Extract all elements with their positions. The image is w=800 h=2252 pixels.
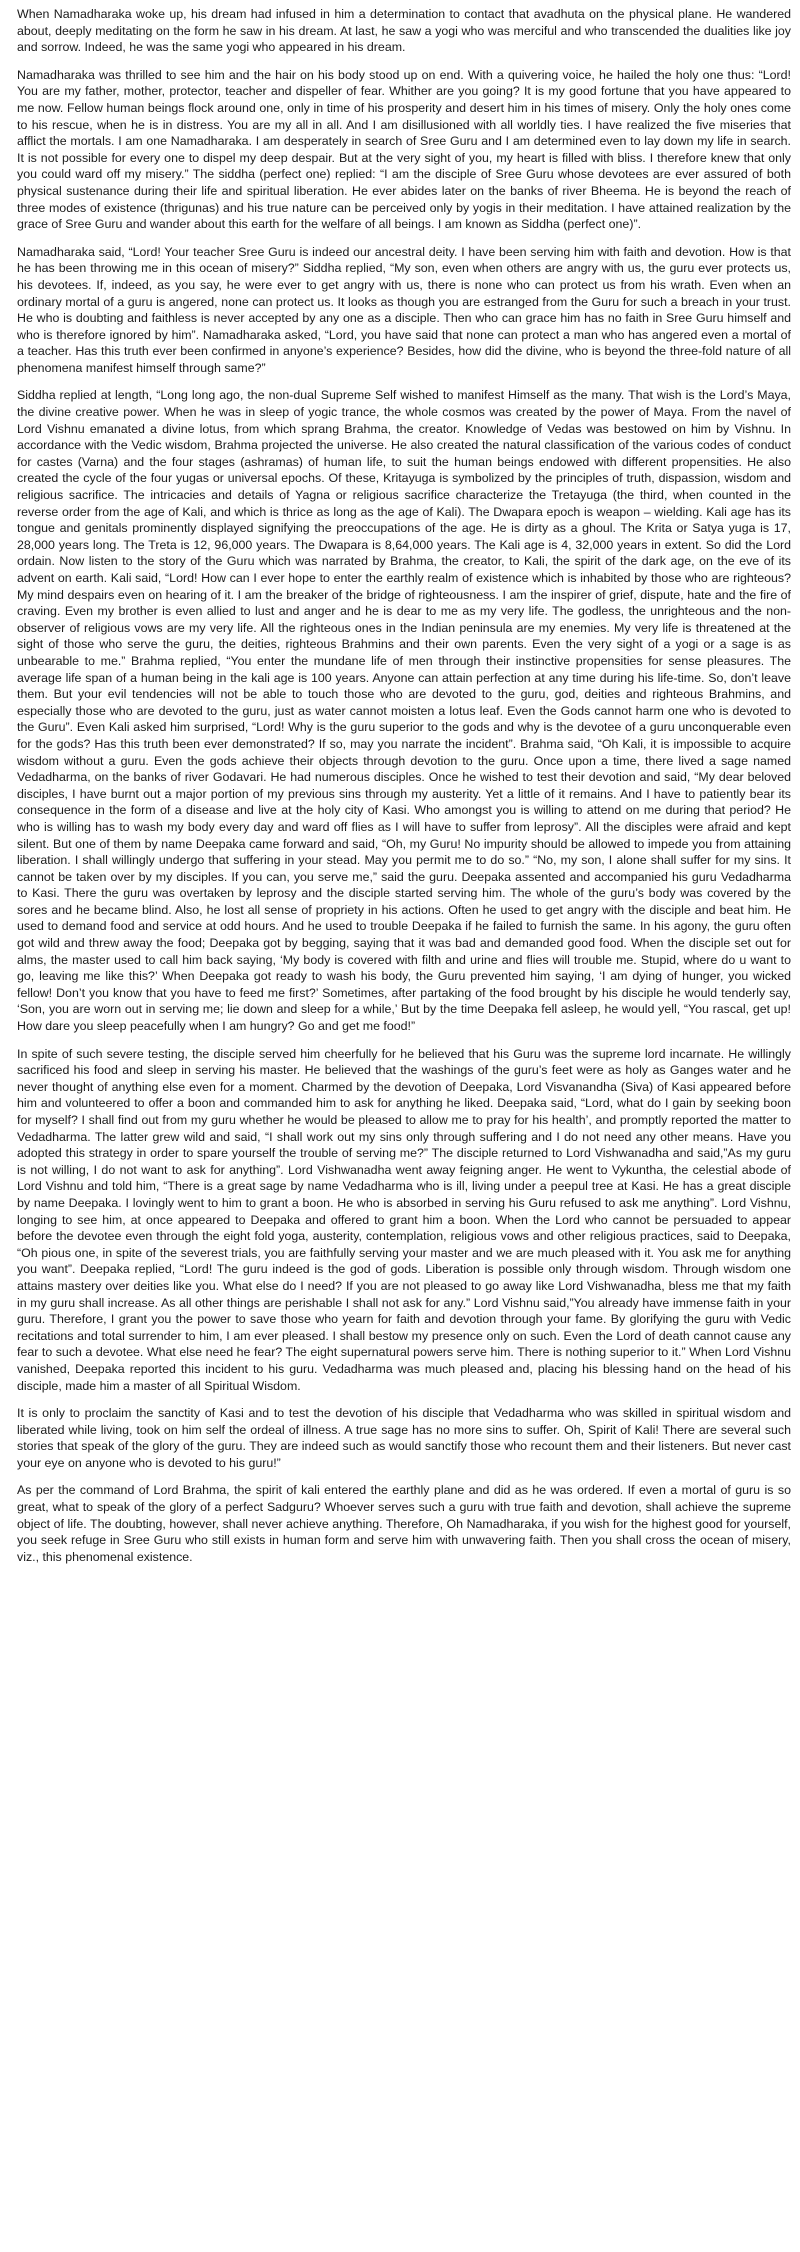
paragraph-7: As per the command of Lord Brahma, the spirit of kali entered the earthly plane and did as he was ordered. If even a mortal of guru is so great, what to speak of the glory of a perfect Sadguru? Whoever serves such a guru with true faith and devotion, shall achieve the supreme object of life. The doubting, however, shall never achieve anything. Therefore, Oh Namadharaka, if you wish for the highest good for yourself, you seek refuge in Sree Guru who still exists in human form and serve him with unwavering faith. Then you shall cross the ocean of misery, viz., this phenomenal existence. [17,1483,791,1564]
paragraph-5: In spite of such severe testing, the disciple served him cheerfully for he believed that his Guru was the supreme lord incarnate. He willingly sacrificed his food and sleep in serving his master. He believed that the washings of the guru’s feet were as holy as Ganges water and he never thought of anything else even for a moment. Charmed by the devotion of Deepaka, Lord Visvanandha (Siva) of Kasi appeared before him and volunteered to offer a boon and commanded him to ask for anything he liked. Deepaka said, “Lord, what do I gain by seeking boon for myself? I shall find out from my guru whether he would be pleased to allow me to pray for his health’, and promptly reported the matter to Vedadharma. The latter grew wild and said, “I shall work out my sins only through suffering and I do not need any other means. Have you adopted this strategy in order to spare yourself the trouble of serving me?” The disciple returned to Lord Vishwanadha and said,”As my guru is not willing, I do not want to ask for anything”. Lord Vishwanadha went away feigning anger. He went to Vykuntha, the celestial abode of Lord Vishnu and told him, “There is a great sage by name Vedadharma who is ill, living under a peepul tree at Kasi. He has a great disciple by name Deepaka. I lovingly went to him to grant a boon. He who is absorbed in serving his Guru refused to ask me anything”. Lord Vishnu, longing to see him, at once appeared to Deepaka and offered to grant him a boon. When the Lord who cannot be persuaded to appear before the devotee even through the eight fold yoga, austerity, contemplation, religious vows and other religious practices, said to Deepaka, “Oh pious one, in spite of the severest trials, you are faithfully serving your master and we are much pleased with it. You ask me for anything you want”. Deepaka replied, “Lord! The guru indeed is the god of gods. Liberation is possible only through wisdom. Through wisdom one attains mastery over deities like you. What else do I need? If you are not pleased to go away like Lord Vishwanadha, bless me that my faith in my guru shall increase. As all other things are perishable I shall not ask for any.” Lord Vishnu said,”You already have immense faith in your guru. Therefore, I grant you the power to save those who yearn for faith and devotion through your fame. By glorifying the guru with Vedic recitations and total surrender to him, I am ever pleased. I shall bestow my presence only on such. Even the Lord of death cannot cause any fear to such a devotee. What else need he fear? The eight supernatural powers serve him. There is nothing superior to it.” When Lord Vishnu vanished, Deepaka reported this incident to his guru. Vedadharma was much pleased and, placing his blessing hand on the head of his disciple, made him a master of all Spiritual Wisdom. [17,1046,791,1393]
paragraph-4: Siddha replied at length, “Long long ago, the non-dual Supreme Self wished to manifest Himself as the many. That wish is the Lord’s Maya, the divine creative power. When he was in sleep of yogic trance, the whole cosmos was created by the power of Maya. From the navel of Lord Vishnu emanated a divine lotus, from which sprang Brahma, the creator. Knowledge of Vedas was bestowed on him by Vishnu. In accordance with the Vedic wisdom, Brahma projected the universe. He also created the natural classification of the various codes of conduct for castes (Varna) and the four stages (ashramas) of human life, to suit the human beings endowed with different propensities. He also created the cycle of the four yugas or universal epochs. Of these, Kritayuga is symbolized by the principles of truth, dispassion, wisdom and religious sacrifice. The intricacies and details of Yagna or religious sacrifice characterize the Tretayuga (the third, when counted in the reverse order from the age of Kali, and which is thrice as long as the age of Kali). The Dwapara epoch is weapon – wielding. Kali age has its tongue and genitals prominently displayed signifying the preoccupations of the age. He is dirty as a ghoul. The Krita or Satya yuga is 17, 28,000 years long. The Treta is 12, 96,000 years. The Dwapara is 8,64,000 years. The Kali age is 4, 32,000 years in extent. So did the Lord ordain. Now listen to the story of the Guru which was narrated by Brahma, the creator, to Kali, the spirit of the dark age, on the eve of its advent on earth. Kali said, “Lord! How can I ever hope to enter the earthly realm of existence which is inhabited by those who are righteous? My mind despairs even on hearing of it. I am the breaker of the bridge of righteousness. I am the inspirer of grief, dispute, hate and the fire of craving. Even my brother is even allied to lust and anger and he is dear to me as my very life. The godless, the unrighteous and the non-observer of religious vows are my very life. All the righteous ones in the Indian peninsula are my enemies. My very life is threatened at the sight of those who serve the guru, the deities, righteous Brahmins and their own parents. Even the very sight of a yogi or a sage is as unbearable to me.” Brahma replied, “You enter the mundane life of men through their instinctive propensities for sense pleasures. The average life span of a human being in the kali age is 100 years. Anyone can attain perfection at any time during his life-time. So, don’t leave them. But your evil tendencies will not be able to touch those who are devoted to the guru, god, deities and righteous Brahmins, and especially those who are devoted to the guru, just as water cannot moisten a lotus leaf. Even the Gods cannot harm one who is devoted to the Guru”. Even Kali asked him surprised, “Lord! Why is the guru superior to the gods and why is the devotee of a guru unconquerable even for the gods? Has this truth been ever demonstrated? If so, may you narrate the incident”. Brahma said, “Oh Kali, it is impossible to acquire wisdom without a guru. Even the gods achieve their objects through devotion to the guru. Once upon a time, there lived a sage named Vedadharma, on the banks of river Godavari. He had numerous disciples. Once he wished to test their devotion and said, “My dear beloved disciples, I have burnt out a major portion of my previous sins through my austerity. Yet a little of it remains. And I have to patiently bear its consequence in the form of a disease and live at the holy city of Kasi. Who amongst you is willing to attend on me during that period? He who is willing has to wash my body every day and ward off flies as I will have to suffer from leprosy”. All the disciples were afraid and kept silent. But one of them by name Deepaka came forward and said, “Oh, my Guru! No impurity should be allowed to impede you from attaining liberation. I shall willingly undergo that suffering in your stead. May you permit me to do so.” “No, my son, I alone shall suffer for my sins. It cannot be taken over by my disciples. If you can, you serve me,” said the guru. Deepaka assented and accompanied his guru Vedadharma to Kasi. There the guru was overtaken by leprosy and the disciple started serving him. The whole of the guru’s body was covered by the sores and he became blind. Also, he lost all sense of propriety in his actions. Often he used to get angry with the disciple and beat him. He used to demand food and service at odd hours. And he used to trouble Deepaka if he failed to furnish the same. In his agony, the guru often got wild and threw away the food; Deepaka got by begging, saying that it was bad and demanded good food. When the disciple set out for alms, the master used to call him back saying, ‘My body is covered with filth and urine and flies will trouble me. Stupid, where do u want to go, leaving me like this?’ When Deepaka got ready to wash his body, the Guru prevented him saying, ‘I am dying of hunger, you wicked fellow! Don’t you know that you have to feed me first?’ Sometimes, after partaking of the food brought by his disciple he would tenderly say, ‘Son, you are worn out in serving me; lie down and sleep for a while,’ But by the time Deepaka fell asleep, he would yell, “You rascal, get up! How dare you sleep peacefully when I am hungry? Go and get me food!” [17,388,791,1034]
paragraph-1: When Namadharaka woke up, his dream had infused in him a determination to contact that avadhuta on the physical plane. He wandered about, deeply meditating on the form he saw in his dream. At last, he saw a yogi who was merciful and who transcended the dualities like joy and sorrow. Indeed, he was the same yogi who appeared in his dream. [17,7,791,55]
paragraph-6: It is only to proclaim the sanctity of Kasi and to test the devotion of his disciple that Vedadharma who was skilled in spiritual wisdom and liberated while living, took on him self the ordeal of illness. A true sage has no more sins to suffer. Oh, Spirit of Kali! There are several such stories that speak of the glory of the guru. They are indeed such as would sanctify those who recount them and their listeners. But never cast your eye on anyone who is devoted to his guru!” [17,1406,791,1470]
paragraph-2: Namadharaka was thrilled to see him and the hair on his body stood up on end. With a quivering voice, he hailed the holy one thus: “Lord! You are my father, mother, protector, teacher and dispeller of fear. Whither are you going? It is my good fortune that you have appeared to me now. Fellow human beings flock around one, only in time of his prosperity and desert him in his times of misery. Only the holy ones come to his rescue, when he is in distress. You are my all in all. And I am disillusioned with all worldly ties. I have realized the five miseries that afflict the mortals. I am one Namadharaka. I am desperately in search of Sree Guru and I am determined even to lay down my life in search. It is not possible for every one to dispel my deep despair. But at the very sight of you, my heart is filled with bliss. I therefore knew that only you could ward off my misery.” The siddha (perfect one) replied: “I am the disciple of Sree Guru whose devotees are ever assured of both physical sustenance during their life and spiritual liberation. He ever abides later on the banks of river Bheema. He is beyond the reach of three modes of existence (thrigunas) and his true nature can be perceived only by yogis in their meditation. I have attained realization by the grace of Sree Guru and wander about this earth for the welfare of all beings. I am known as Siddha (perfect one)”. [17,67,791,232]
paragraph-3: Namadharaka said, “Lord! Your teacher Sree Guru is indeed our ancestral deity. I have been serving him with faith and devotion. How is that he has been throwing me in this ocean of misery?” Siddha replied, “My son, even when others are angry with us, the guru ever protects us, his devotees. If, indeed, as you say, he were ever to get angry with us, there is none who can protect us from his wrath. Even when an ordinary mortal of a guru is angered, none can protect us. It looks as though you are estranged from the Guru for such a breach in your trust. He who is doubting and faithless is never accepted by any one as a disciple. Then who can grace him has no faith in Sree Guru himself and who is therefore ignored by him”. Namadharaka asked, “Lord, you have said that none can protect a man who has angered even a mortal of a teacher. Has this truth ever been confirmed in anyone’s experience? Besides, how did the divine, who is beyond the three-fold nature of all phenomena manifest himself through same?” [17,244,791,375]
